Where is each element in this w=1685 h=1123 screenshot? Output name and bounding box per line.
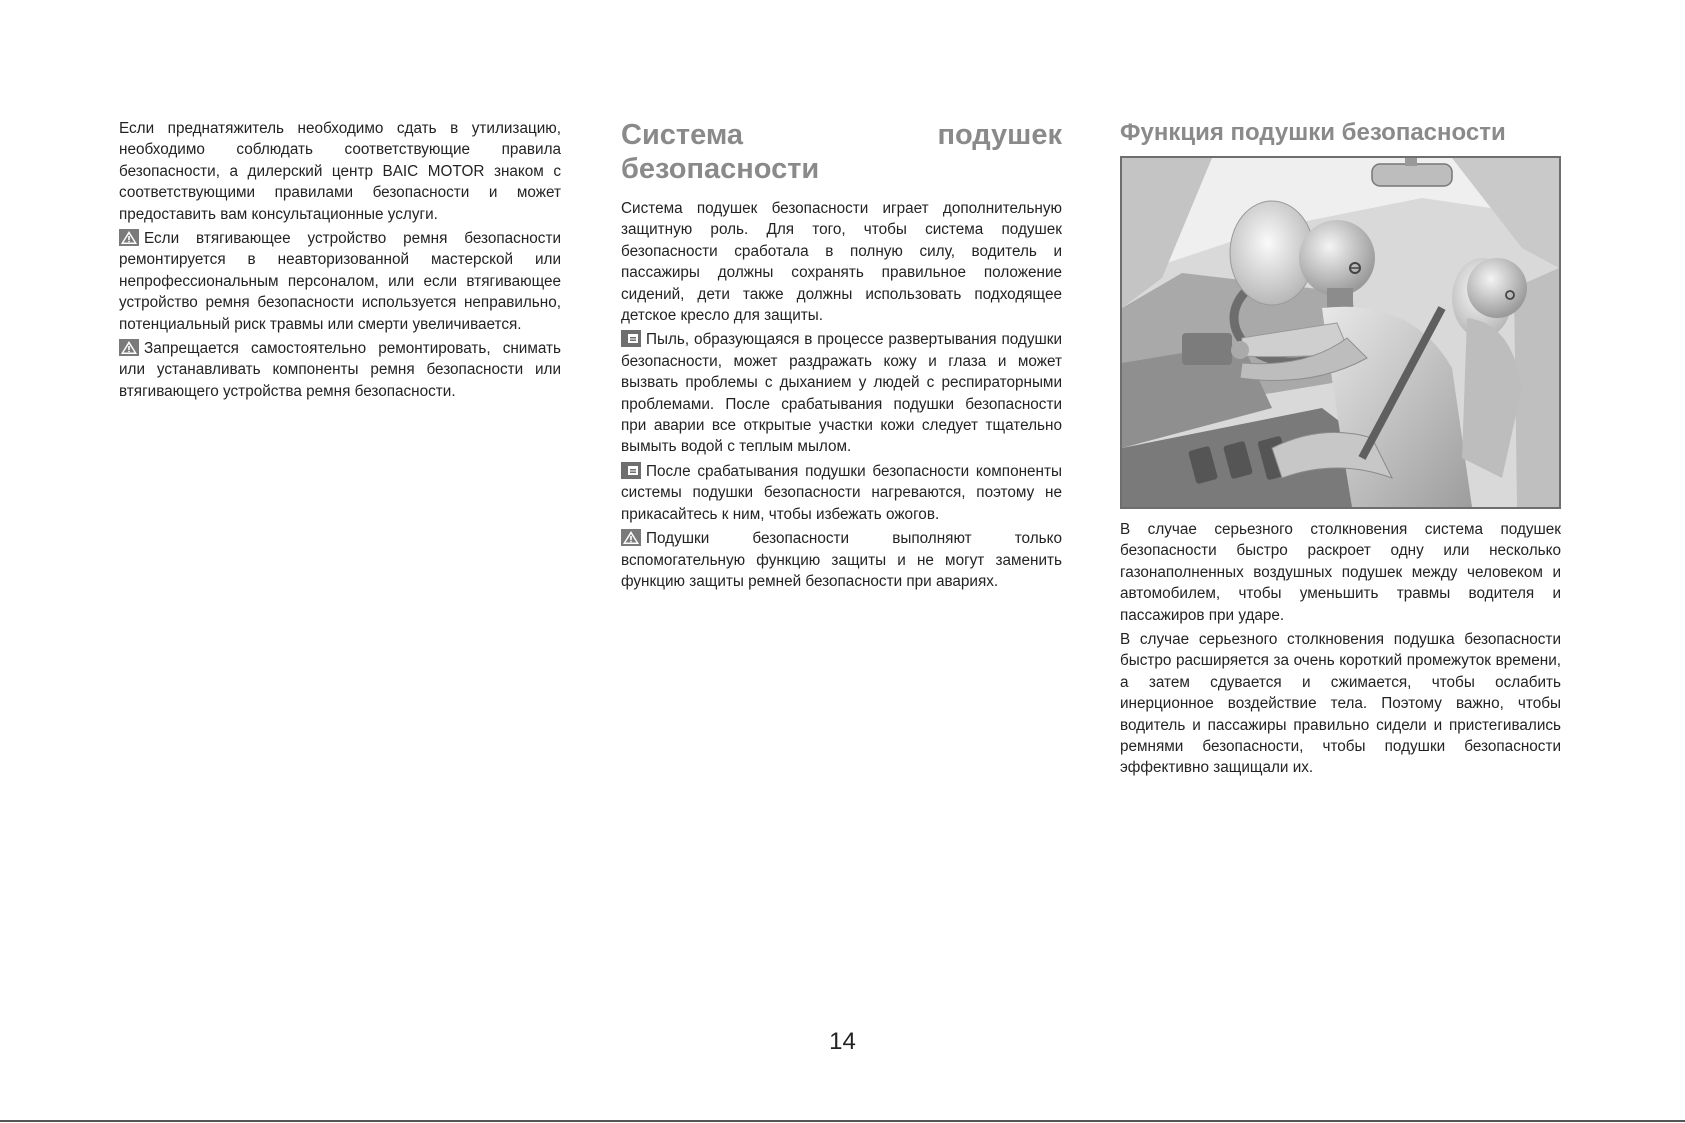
column-right: [1120, 118, 1561, 782]
paragraph-repair-prohibited: [119, 338, 561, 402]
heading-word: Система: [621, 119, 744, 151]
column-left: [119, 118, 561, 405]
warning-triangle-icon: [119, 229, 139, 246]
note-icon: [621, 462, 641, 479]
paragraph-dust-note: [621, 329, 1062, 457]
page-bottom-rule: [0, 1120, 1685, 1122]
crash-test-dummy-illustration: [1122, 158, 1559, 507]
paragraph-pretensioner-disposal: Если преднатяжитель необходимо сдать в утилизацию, необходимо соблюдать соответствующие правила безопасности, а дилерский центр BAIC MOTOR знаком с соответствующими правилами безопасности и может предоставить вам консультационные услуги.: [119, 120, 561, 223]
paragraph-text: Запрещается самостоятельно ремонтировать, снимать или устанавливать компоненты ремня безопасности или втягивающего устройства ремня безопасности.: [119, 340, 561, 400]
page-number: 14: [829, 1028, 856, 1055]
paragraph-airbag-intro: Система подушек безопасности играет дополнительную защитную роль. Для того, чтобы система подушек безопасности сработала в полную силу, водитель и пассажиры должны сохранять правильное положение сидений, дети также должны использовать подходящее детское кресло для защиты.: [621, 200, 1062, 325]
warning-triangle-icon: [621, 529, 641, 546]
heading-line: безопасности: [621, 153, 820, 185]
paragraph-collision-expand: В случае серьезного столкновения подушка безопасности быстро расширяется за очень короткий промежуток времени, а затем сдувается и сжимается, чтобы ослабить инерционное воздействие тела. Поэтому важно, чтобы водитель и пассажиры правильно сидели и пристегивались ремнями безопасности, чтобы подушки безопасности эффективно защищали их.: [1120, 631, 1561, 777]
section-heading-airbag-function: Функция подушки безопасности: [1120, 119, 1506, 146]
paragraph-heat-note: [621, 461, 1062, 525]
note-icon: [621, 330, 641, 347]
paragraph-text: Пыль, образующаяся в процессе развертывания подушки безопасности, может раздражать кожу и глаза и может вызвать проблемы с дыханием у людей с респираторными проблемами. После срабатывания подушки безопасности при аварии все открытые участки кожи следует тщательно вымыть водой с теплым мылом.: [621, 331, 1062, 456]
paragraph-collision-deploy: В случае серьезного столкновения система подушек безопасности быстро раскроет одну или несколько газонаполненных воздушных подушек между человеком и автомобилем, чтобы уменьшить травмы водителя и пассажиров при ударе.: [1120, 521, 1561, 624]
paragraph-text: Если втягивающее устройство ремня безопасности ремонтируется в неавторизованной мастерской или непрофессиональным персоналом, или если втягивающее устройство ремня безопасности используется неправильно, потенциальный риск травмы или смерти увеличивается.: [119, 230, 561, 333]
paragraph-auxiliary-warning: [621, 528, 1062, 592]
heading-word: подушек: [937, 119, 1062, 151]
paragraph-retractor-warning: [119, 228, 561, 335]
warning-triangle-icon: [119, 339, 139, 356]
column-middle: [621, 118, 1062, 595]
section-heading-airbag-system: [621, 118, 1062, 186]
paragraph-text: Подушки безопасности выполняют только вспомогательную функцию защиты и не могут заменить функцию защиты ремней безопасности при авариях.: [621, 530, 1062, 590]
paragraph-text: После срабатывания подушки безопасности компоненты системы подушки безопасности нагреваются, поэтому не прикасайтесь к ним, чтобы избежать ожогов.: [621, 462, 1062, 523]
airbag-deployment-illustration: [1120, 156, 1561, 509]
